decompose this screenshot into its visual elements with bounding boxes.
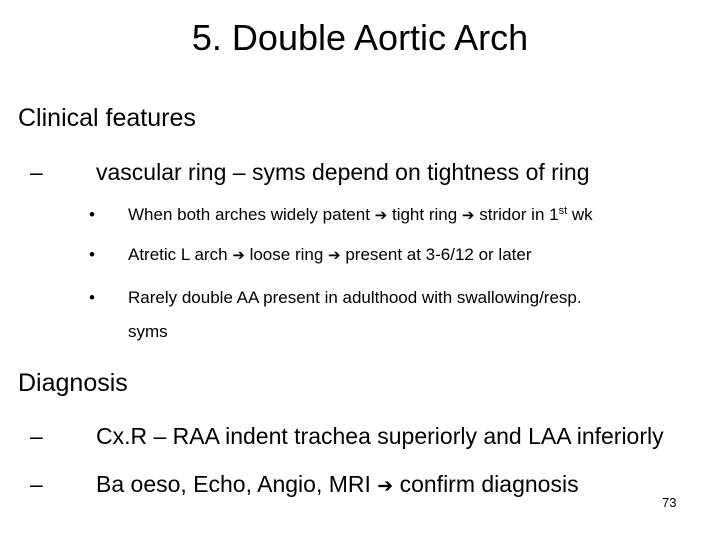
clinical-features-heading: Clinical features <box>18 104 196 132</box>
dash-marker: – <box>30 471 43 497</box>
right-arrow-icon: ➔ <box>374 206 388 224</box>
bullet-text: syms <box>128 322 168 341</box>
bullet-text <box>128 244 532 266</box>
bullet-marker: • <box>89 288 95 307</box>
diagnosis-text-part: Ba oeso, Echo, Angio, MRI <box>96 471 371 497</box>
bullet-text-part: loose ring <box>249 245 324 264</box>
bullet-text <box>128 204 593 226</box>
dash-marker: – <box>30 423 43 449</box>
bullet-marker: • <box>89 205 95 224</box>
bullet-text-part: wk <box>567 205 593 224</box>
bullet-marker: • <box>89 245 95 264</box>
bullet-text-part: Atretic L arch <box>128 245 228 264</box>
diagnosis-item-text <box>96 469 579 501</box>
dash-marker: – <box>30 159 43 185</box>
diagnosis-text-part: confirm diagnosis <box>399 471 579 497</box>
right-arrow-icon: ➔ <box>232 246 245 264</box>
diagnosis-item-text: Cx.R – RAA indent trachea superiorly and LAA inferiorly <box>96 423 664 449</box>
bullet-text-part: stridor in 1 <box>479 205 559 224</box>
bullet-text-part: tight ring <box>391 205 458 224</box>
page-number: 73 <box>662 495 677 510</box>
bullet-text: Rarely double AA present in adulthood with swallowing/resp. <box>128 288 582 307</box>
clinical-point-text: vascular ring – syms depend on tightness of ring <box>96 159 590 185</box>
right-arrow-icon: ➔ <box>328 246 341 264</box>
superscript: st <box>558 205 568 217</box>
slide-title: 5. Double Aortic Arch <box>191 17 529 58</box>
bullet-text-part: When both arches widely patent <box>128 205 370 224</box>
diagnosis-heading: Diagnosis <box>18 369 128 397</box>
right-arrow-icon: ➔ <box>377 475 394 497</box>
right-arrow-icon: ➔ <box>461 206 475 224</box>
bullet-text-part: present at 3-6/12 or later <box>345 245 532 264</box>
